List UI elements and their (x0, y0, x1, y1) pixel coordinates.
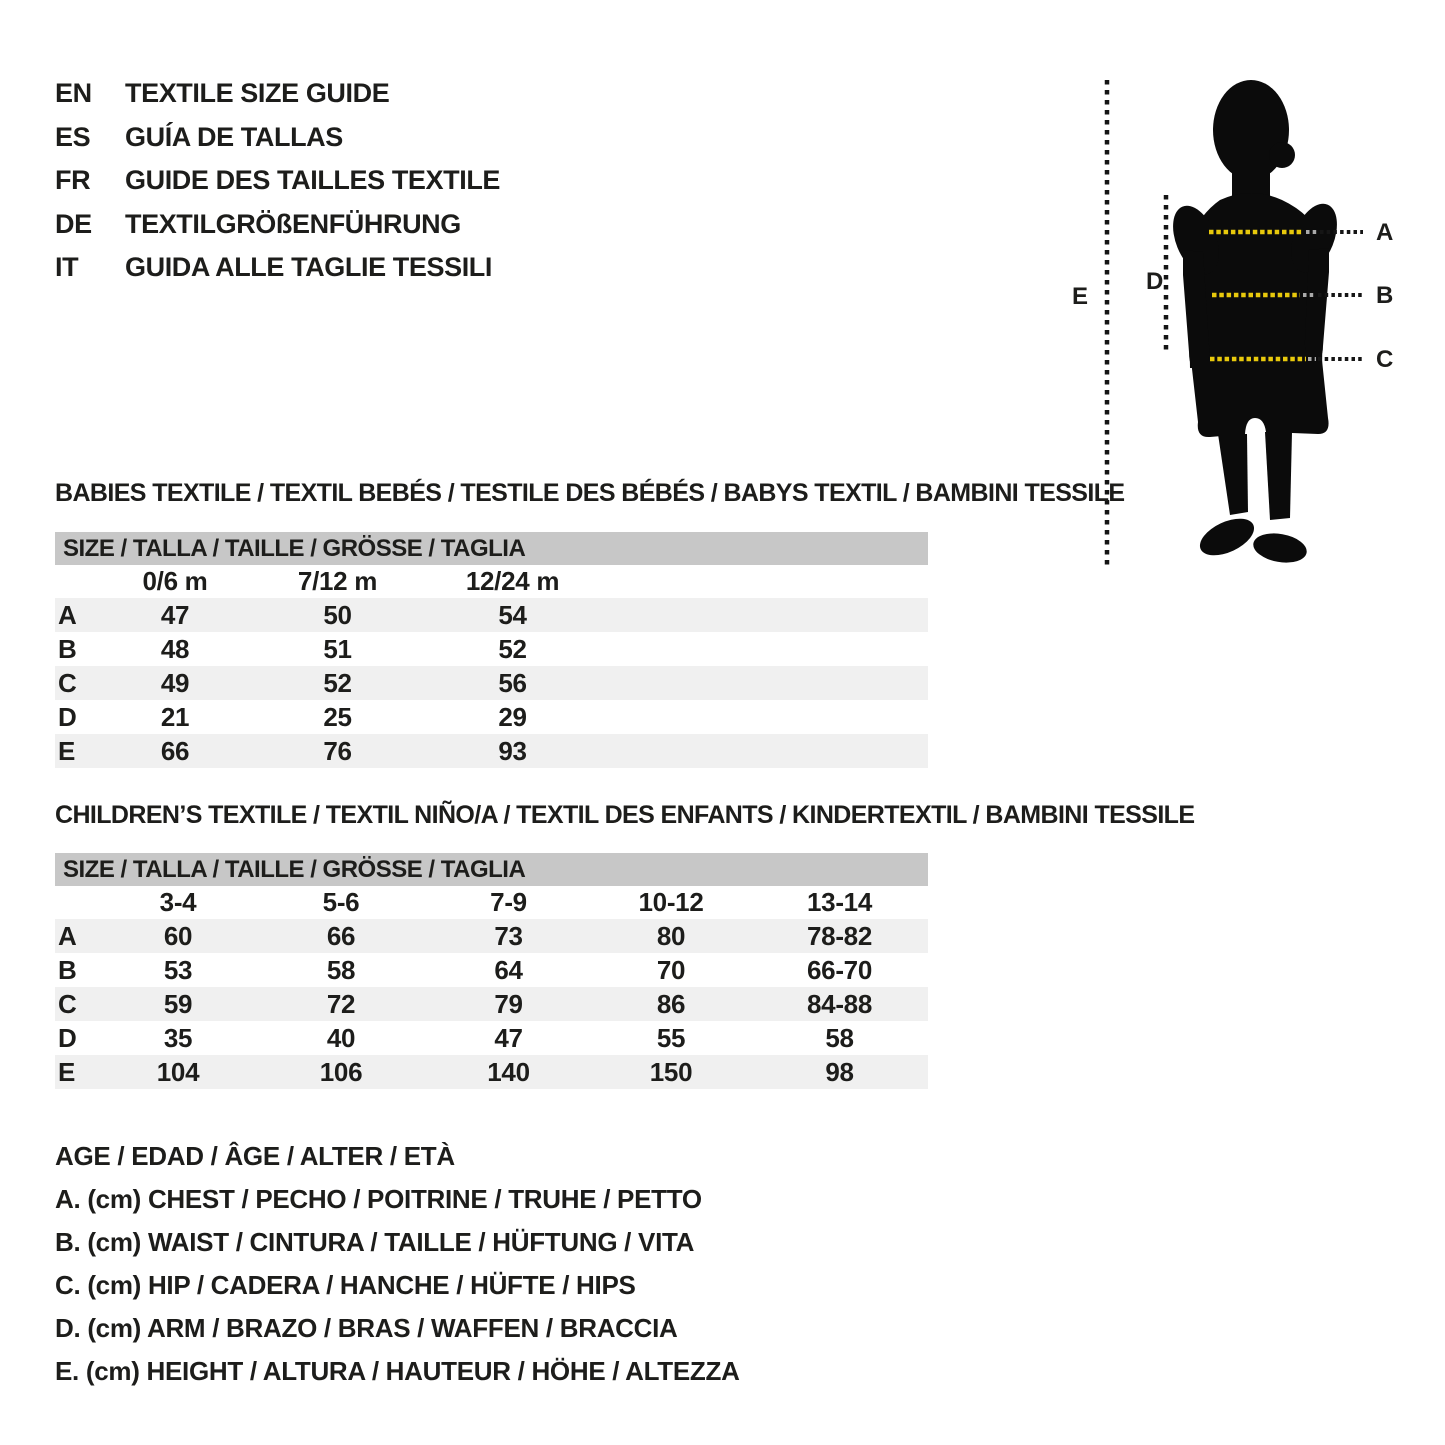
language-title: TEXTILGRÖßENFÜHRUNG (125, 208, 461, 239)
size-value: 79 (494, 988, 523, 1019)
column-header: 3-4 (159, 887, 197, 917)
table-row (55, 987, 928, 1021)
size-value: 150 (649, 1056, 693, 1087)
language-row (55, 159, 500, 203)
size-value: 52 (323, 667, 352, 698)
size-value: 48 (160, 633, 190, 664)
size-value: 40 (326, 1022, 356, 1053)
size-value: 60 (163, 920, 193, 951)
marker-label-a: A (1376, 219, 1394, 246)
table-row (55, 1055, 928, 1089)
table-row (55, 953, 928, 987)
column-header: 7-9 (490, 887, 527, 917)
marker-label-e: E (1072, 283, 1089, 310)
size-value: 58 (825, 1022, 854, 1053)
size-value: 66 (326, 920, 356, 951)
size-value: 29 (498, 701, 527, 732)
language-title: TEXTILE SIZE GUIDE (125, 78, 390, 109)
size-value: 35 (163, 1022, 193, 1053)
language-code: EN (55, 78, 92, 109)
language-row (55, 72, 500, 116)
children-section-heading: CHILDREN’S TEXTILE / TEXTIL NIÑO/A / TEXTIL DES ENFANTS / KINDERTEXTIL / BAMBINI TESSILE (55, 801, 1195, 829)
legend-line: B. (cm) WAIST / CINTURA / TAILLE / HÜFTUNG / VITA (55, 1227, 695, 1257)
size-value: 84-88 (807, 988, 872, 1019)
size-value: 51 (323, 633, 352, 664)
row-label: E (58, 735, 76, 766)
size-value: 86 (656, 988, 686, 1019)
table-header-row (55, 886, 928, 919)
size-banner: SIZE / TALLA / TAILLE / GRÖSSE / TAGLIA (55, 853, 928, 886)
measurement-legend (55, 1135, 740, 1393)
language-list (55, 72, 500, 290)
table-row (55, 1021, 928, 1055)
size-value: 72 (326, 988, 356, 1019)
marker-label-b: B (1376, 282, 1394, 309)
language-code: FR (55, 165, 91, 196)
size-value: 64 (494, 954, 523, 985)
size-value: 66-70 (807, 954, 872, 985)
table-row (55, 919, 928, 953)
language-code: DE (55, 208, 92, 239)
size-value: 80 (656, 920, 686, 951)
legend-line: A. (cm) CHEST / PECHO / POITRINE / TRUHE / PETTO (55, 1184, 702, 1214)
size-value: 140 (487, 1056, 530, 1087)
size-value: 70 (656, 954, 686, 985)
size-value: 78-82 (807, 920, 872, 951)
size-value: 50 (323, 599, 352, 630)
language-code: IT (55, 252, 79, 283)
size-value: 25 (323, 701, 352, 732)
size-value: 49 (160, 667, 190, 698)
column-header: 5-6 (322, 887, 360, 917)
marker-label-d: D (1146, 268, 1164, 295)
size-value: 104 (156, 1056, 200, 1087)
row-label: C (58, 988, 77, 1019)
child-silhouette (1164, 80, 1346, 566)
size-value: 58 (326, 954, 356, 985)
language-title: GUÍA DE TALLAS (125, 121, 343, 152)
size-value: 106 (319, 1056, 363, 1087)
table-row (55, 666, 928, 700)
column-header: 7/12 m (297, 566, 378, 596)
legend-line: D. (cm) ARM / BRAZO / BRAS / WAFFEN / BRACCIA (55, 1313, 678, 1343)
language-code: ES (55, 121, 91, 152)
row-label: E (58, 1056, 76, 1087)
size-value: 47 (494, 1022, 523, 1053)
language-title: GUIDA ALLE TAGLIE TESSILI (125, 252, 492, 283)
size-value: 93 (498, 735, 527, 766)
size-value: 52 (498, 633, 527, 664)
table-row (55, 632, 928, 666)
column-header: 13-14 (807, 887, 872, 917)
size-banner: SIZE / TALLA / TAILLE / GRÖSSE / TAGLIA (55, 532, 928, 565)
size-value: 98 (825, 1056, 854, 1087)
size-value: 54 (498, 599, 527, 630)
row-label: C (58, 667, 77, 698)
row-label: D (58, 701, 77, 732)
legend-line: C. (cm) HIP / CADERA / HANCHE / HÜFTE / HIPS (55, 1270, 636, 1300)
child-silhouette-figure (1060, 60, 1445, 590)
marker-label-c: C (1376, 346, 1394, 373)
table-row (55, 734, 928, 768)
row-label: D (58, 1022, 77, 1053)
size-value: 21 (160, 701, 190, 732)
column-header: 0/6 m (142, 566, 208, 596)
language-row (55, 246, 500, 290)
row-label: A (58, 599, 77, 630)
size-value: 56 (498, 667, 527, 698)
row-label: B (58, 633, 77, 664)
language-title: GUIDE DES TAILLES TEXTILE (125, 165, 501, 196)
legend-line: E. (cm) HEIGHT / ALTURA / HAUTEUR / HÖHE / ALTEZZA (55, 1356, 740, 1386)
children-size-table (55, 853, 928, 1089)
row-label: A (58, 920, 77, 951)
size-value: 76 (323, 735, 352, 766)
babies-size-table (55, 532, 928, 768)
size-value: 73 (494, 920, 523, 951)
column-header: 10-12 (638, 887, 704, 917)
size-value: 59 (163, 988, 193, 1019)
size-value: 53 (163, 954, 193, 985)
size-value: 47 (160, 599, 190, 630)
language-row (55, 203, 500, 247)
table-header-row (55, 565, 928, 598)
language-row (55, 116, 500, 160)
row-label: B (58, 954, 77, 985)
legend-line: AGE / EDAD / ÂGE / ALTER / ETÀ (55, 1141, 455, 1171)
table-row (55, 700, 928, 734)
column-header: 12/24 m (465, 566, 560, 596)
size-value: 55 (656, 1022, 686, 1053)
table-row (55, 598, 928, 632)
babies-section-heading: BABIES TEXTILE / TEXTIL BEBÉS / TESTILE DES BÉBÉS / BABYS TEXTIL / BAMBINI TESSILE (55, 479, 1125, 507)
size-value: 66 (160, 735, 190, 766)
